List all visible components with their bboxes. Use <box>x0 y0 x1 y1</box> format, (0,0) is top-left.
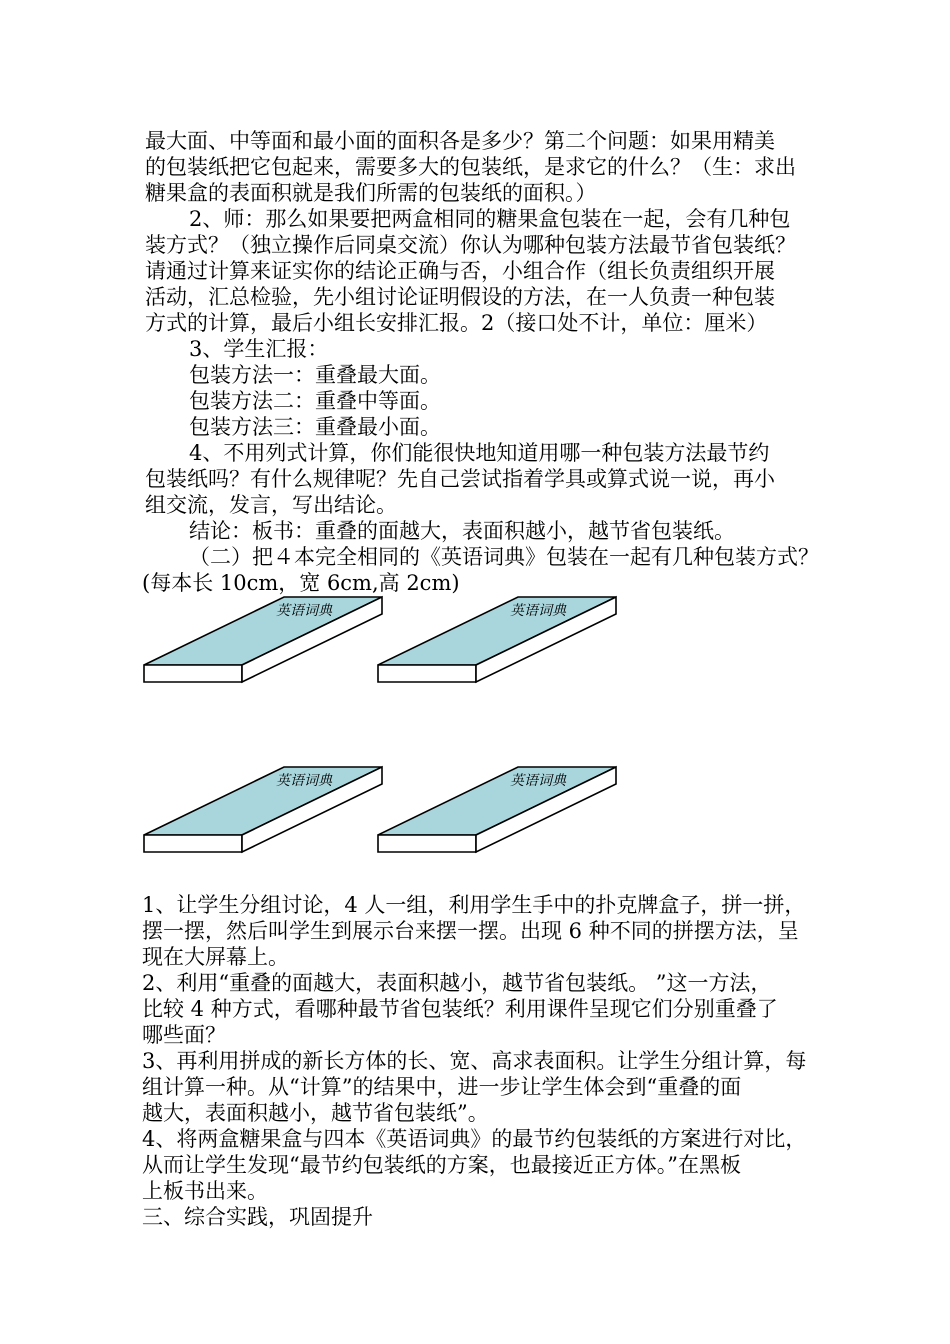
text-line: 组交流，发言，写出结论。 <box>145 493 397 517</box>
text-line: 包装方法三：重叠最小面。 <box>189 415 441 439</box>
text-line: 结论：板书：重叠的面越大，表面积越小，越节省包装纸。 <box>189 519 735 543</box>
text-line: 比较 4 种方式，看哪种最节省包装纸？利用课件呈现它们分别重叠了 <box>142 997 778 1021</box>
text-line: 装方式？（独立操作后同桌交流）你认为哪种包装方法最节省包装纸？ <box>145 233 796 257</box>
text-line: 2、利用“重叠的面越大，表面积越小，越节省包装纸。 ”这一方法， <box>142 971 772 995</box>
book-title: 英语词典 <box>510 773 566 789</box>
text-line: 越大，表面积越小，越节省包装纸”。 <box>142 1101 489 1125</box>
text-line: 请通过计算来证实你的结论正确与否，小组合作（组长负责组织开展 <box>145 259 775 283</box>
text-line: 3、再利用拼成的新长方体的长、宽、高求表面积。让学生分组计算，每 <box>142 1049 807 1073</box>
text-line: 活动，汇总检验，先小组讨论证明假设的方法，在一人负责一种包装 <box>145 285 775 309</box>
text-line: 3、学生汇报： <box>189 337 329 361</box>
book-title: 英语词典 <box>276 603 332 619</box>
text-line: 4、将两盒糖果盒与四本《英语词典》的最节约包装纸的方案进行对比， <box>142 1127 807 1151</box>
text-line: 组计算一种。从“计算”的结果中，进一步让学生体会到“重叠的面 <box>142 1075 742 1099</box>
text-line: 最大面、中等面和最小面的面积各是多少？第二个问题：如果用精美 <box>145 129 775 153</box>
book <box>144 767 382 852</box>
text-line: 上板书出来。 <box>142 1179 268 1203</box>
text-line: 糖果盒的表面积就是我们所需的包装纸的面积。） <box>145 181 597 205</box>
text-line: （二）把４本完全相同的《英语词典》包装在一起有几种包装方式？ <box>189 545 819 569</box>
text-line: 2、师：那么如果要把两盒相同的糖果盒包装在一起，会有几种包 <box>189 207 791 231</box>
text-line: 的包装纸把它包起来，需要多大的包装纸，是求它的什么？（生：求出 <box>145 155 796 179</box>
text-line: 1、让学生分组讨论，4 人一组，利用学生手中的扑克牌盒子，拼一拼， <box>142 893 806 917</box>
dictionary-books-figure <box>140 590 620 860</box>
text-line: 4、不用列式计算，你们能很快地知道用哪一种包装方法最节约 <box>189 441 770 465</box>
book <box>144 597 382 682</box>
text-line: 包装纸吗？有什么规律呢？先自己尝试指着学具或算式说一说，再小 <box>145 467 775 491</box>
book <box>378 767 616 852</box>
text-line: (每本长 10cm，宽 6cm,高 2cm) <box>142 571 460 595</box>
text-line: 方式的计算，最后小组长安排汇报。2（接口处不计，单位：厘米） <box>145 311 768 335</box>
text-line: 哪些面？ <box>142 1023 226 1047</box>
book-title: 英语词典 <box>276 773 332 789</box>
text-line: 包装方法一：重叠最大面。 <box>189 363 441 387</box>
book <box>378 597 616 682</box>
book-title: 英语词典 <box>510 603 566 619</box>
text-line: 摆一摆，然后叫学生到展示台来摆一摆。出现 6 种不同的拼摆方法，呈 <box>142 919 799 943</box>
text-line: 包装方法二：重叠中等面。 <box>189 389 441 413</box>
text-line: 从而让学生发现“最节约包装纸的方案，也最接近正方体。”在黑板 <box>142 1153 741 1177</box>
section-heading: 三、综合实践，巩固提升 <box>142 1205 373 1229</box>
text-line: 现在大屏幕上。 <box>142 945 289 969</box>
